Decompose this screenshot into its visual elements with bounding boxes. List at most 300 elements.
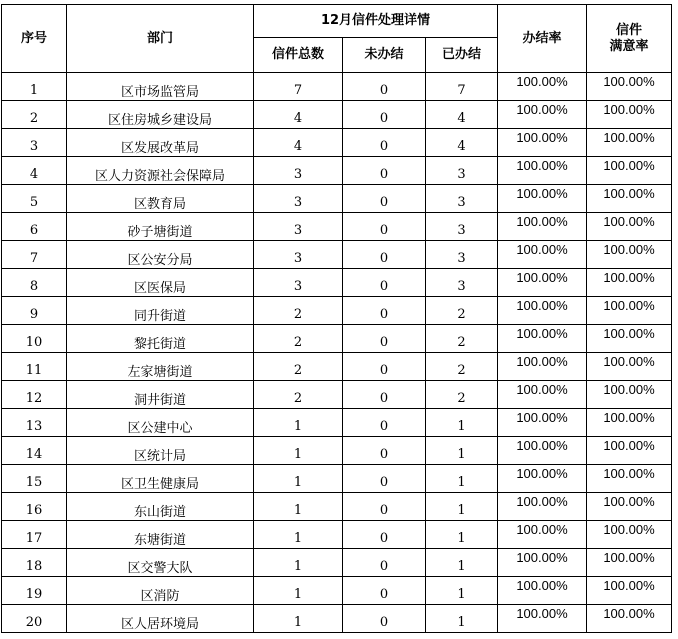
cell-satisfaction-rate	[587, 381, 672, 409]
cell-dept-text: 东山街道	[133, 505, 186, 520]
cell-dept	[67, 241, 254, 269]
cell-satisfaction-rate	[587, 297, 672, 325]
cell-pending	[343, 605, 426, 633]
cell-completion-rate-text: 100.00%	[516, 438, 568, 453]
cell-pending-text: 0	[379, 559, 389, 574]
cell-no	[2, 325, 67, 353]
cell-completion-rate	[498, 101, 587, 129]
cell-satisfaction-rate	[587, 269, 672, 297]
cell-no-text: 15	[25, 475, 43, 490]
cell-done-text: 3	[457, 223, 466, 238]
cell-dept	[67, 73, 254, 101]
cell-no	[2, 549, 67, 577]
cell-no	[2, 493, 67, 521]
cell-completion-rate-text: 100.00%	[516, 578, 568, 593]
cell-completion-rate	[498, 185, 587, 213]
cell-no	[2, 241, 67, 269]
cell-dept-text: 区公安分局	[127, 253, 193, 268]
cell-done	[426, 437, 498, 465]
cell-no-text: 2	[29, 111, 39, 126]
cell-satisfaction-rate-text: 100.00%	[603, 410, 655, 425]
cell-pending	[343, 493, 426, 521]
cell-no	[2, 409, 67, 437]
cell-pending-text: 0	[379, 195, 389, 210]
cell-done-text: 2	[457, 391, 466, 406]
cell-total-text: 7	[293, 83, 303, 98]
cell-pending-text: 0	[379, 615, 389, 630]
cell-pending-text: 0	[379, 447, 389, 462]
cell-pending-text: 0	[379, 167, 389, 182]
cell-pending	[343, 297, 426, 325]
cell-satisfaction-rate-text: 100.00%	[603, 354, 655, 369]
cell-done-text: 3	[457, 167, 466, 182]
cell-satisfaction-rate-text: 100.00%	[603, 550, 655, 565]
cell-dept	[67, 213, 254, 241]
cell-done	[426, 185, 498, 213]
cell-completion-rate-text: 100.00%	[516, 242, 568, 257]
cell-done-text: 1	[457, 419, 466, 434]
cell-done	[426, 213, 498, 241]
cell-done-text: 2	[457, 335, 466, 350]
cell-pending	[343, 521, 426, 549]
cell-satisfaction-rate	[587, 437, 672, 465]
table-row	[2, 493, 672, 521]
cell-done-text: 1	[457, 475, 466, 490]
cell-pending	[343, 353, 426, 381]
cell-done-text: 3	[457, 279, 466, 294]
cell-completion-rate-text: 100.00%	[516, 466, 568, 481]
cell-total	[254, 101, 343, 129]
cell-completion-rate-text: 100.00%	[516, 354, 568, 369]
cell-no-text: 18	[25, 559, 43, 574]
table-row	[2, 549, 672, 577]
cell-satisfaction-rate	[587, 577, 672, 605]
cell-no-text: 3	[29, 139, 39, 154]
cell-dept	[67, 577, 254, 605]
cell-pending	[343, 241, 426, 269]
cell-total-text: 3	[293, 251, 303, 266]
cell-pending-text: 0	[379, 531, 389, 546]
cell-total-text: 1	[293, 447, 303, 462]
cell-total-text: 1	[293, 503, 303, 518]
cell-total-text: 3	[293, 195, 303, 210]
cell-no-text: 16	[25, 503, 43, 518]
cell-completion-rate	[498, 73, 587, 101]
cell-pending-text: 0	[379, 475, 389, 490]
cell-done-text: 1	[457, 503, 466, 518]
cell-completion-rate-text: 100.00%	[516, 102, 568, 117]
cell-done	[426, 325, 498, 353]
cell-satisfaction-rate	[587, 521, 672, 549]
cell-done-text: 4	[457, 111, 466, 126]
cell-no-text: 5	[29, 195, 39, 210]
cell-done-text: 2	[457, 363, 466, 378]
cell-pending-text: 0	[379, 335, 389, 350]
cell-no-text: 13	[25, 419, 43, 434]
cell-dept	[67, 409, 254, 437]
cell-no	[2, 381, 67, 409]
cell-dept	[67, 521, 254, 549]
cell-pending-text: 0	[379, 587, 389, 602]
cell-no	[2, 213, 67, 241]
cell-total-text: 4	[293, 111, 303, 126]
cell-done-text: 1	[457, 447, 466, 462]
cell-total	[254, 73, 343, 101]
table-row	[2, 101, 672, 129]
cell-satisfaction-rate	[587, 549, 672, 577]
cell-dept-text: 砂子塘街道	[127, 225, 193, 240]
cell-dept	[67, 157, 254, 185]
header-row-top	[2, 5, 672, 38]
cell-pending	[343, 549, 426, 577]
cell-satisfaction-rate-text: 100.00%	[603, 214, 655, 229]
cell-completion-rate	[498, 213, 587, 241]
cell-total	[254, 353, 343, 381]
cell-total-text: 1	[293, 559, 303, 574]
cell-no-text: 19	[25, 587, 43, 602]
cell-total	[254, 465, 343, 493]
cell-completion-rate-text: 100.00%	[516, 494, 568, 509]
cell-satisfaction-rate-text: 100.00%	[603, 606, 655, 621]
cell-total-text: 3	[293, 279, 303, 294]
cell-total	[254, 437, 343, 465]
cell-completion-rate	[498, 241, 587, 269]
cell-done-text: 4	[457, 139, 466, 154]
cell-completion-rate	[498, 129, 587, 157]
cell-done-text: 1	[457, 587, 466, 602]
cell-satisfaction-rate-text: 100.00%	[603, 438, 655, 453]
cell-no-text: 7	[29, 251, 39, 266]
cell-pending	[343, 213, 426, 241]
cell-total	[254, 185, 343, 213]
cell-done	[426, 297, 498, 325]
table-row	[2, 73, 672, 101]
cell-dept-text: 区公建中心	[127, 421, 193, 436]
cell-no	[2, 73, 67, 101]
cell-no-text: 6	[29, 223, 39, 238]
cell-total	[254, 605, 343, 633]
header-pending: 未办结	[343, 38, 426, 73]
cell-done	[426, 605, 498, 633]
cell-dept-text: 区医保局	[133, 281, 186, 296]
cell-satisfaction-rate	[587, 185, 672, 213]
cell-completion-rate-text: 100.00%	[516, 130, 568, 145]
cell-pending-text: 0	[379, 83, 389, 98]
cell-total	[254, 493, 343, 521]
cell-no-text: 20	[25, 615, 43, 630]
cell-completion-rate	[498, 493, 587, 521]
cell-pending-text: 0	[379, 391, 389, 406]
cell-satisfaction-rate-text: 100.00%	[603, 130, 655, 145]
cell-dept	[67, 437, 254, 465]
cell-done	[426, 73, 498, 101]
cell-satisfaction-rate-text: 100.00%	[603, 382, 655, 397]
cell-done-text: 3	[457, 251, 466, 266]
cell-dept	[67, 185, 254, 213]
cell-total	[254, 381, 343, 409]
cell-satisfaction-rate	[587, 241, 672, 269]
cell-dept-text: 洞井街道	[133, 393, 186, 408]
cell-completion-rate	[498, 549, 587, 577]
cell-dept-text: 区住房城乡建设局	[107, 113, 212, 128]
cell-total-text: 1	[293, 531, 303, 546]
cell-satisfaction-rate-text: 100.00%	[603, 326, 655, 341]
cell-no	[2, 465, 67, 493]
cell-no-text: 1	[29, 83, 39, 98]
cell-completion-rate-text: 100.00%	[516, 382, 568, 397]
cell-no-text: 12	[25, 391, 43, 406]
cell-dept-text: 区交警大队	[127, 561, 193, 576]
cell-completion-rate-text: 100.00%	[516, 270, 568, 285]
cell-no	[2, 157, 67, 185]
cell-dept	[67, 269, 254, 297]
cell-satisfaction-rate-text: 100.00%	[603, 466, 655, 481]
cell-pending-text: 0	[379, 363, 389, 378]
cell-dept	[67, 353, 254, 381]
cell-dept-text: 区人居环境局	[120, 617, 199, 632]
cell-no	[2, 437, 67, 465]
cell-dept-text: 区消防	[140, 589, 180, 604]
cell-completion-rate-text: 100.00%	[516, 606, 568, 621]
cell-done	[426, 353, 498, 381]
table-row	[2, 325, 672, 353]
cell-pending-text: 0	[379, 223, 389, 238]
cell-dept	[67, 101, 254, 129]
cell-completion-rate	[498, 465, 587, 493]
cell-dept-text: 东塘街道	[133, 533, 186, 548]
cell-pending	[343, 185, 426, 213]
table-row	[2, 353, 672, 381]
cell-completion-rate-text: 100.00%	[516, 298, 568, 313]
table-row	[2, 577, 672, 605]
table-body	[2, 73, 672, 633]
cell-pending	[343, 129, 426, 157]
cell-total-text: 3	[293, 167, 303, 182]
cell-no	[2, 577, 67, 605]
cell-dept	[67, 605, 254, 633]
cell-dept-text: 左家塘街道	[127, 365, 193, 380]
header-group-december: 12月信件处理详情	[254, 5, 498, 38]
cell-total	[254, 269, 343, 297]
cell-satisfaction-rate-text: 100.00%	[603, 74, 655, 89]
table-row	[2, 521, 672, 549]
header-dept: 部门	[67, 5, 254, 73]
cell-satisfaction-rate	[587, 605, 672, 633]
cell-completion-rate	[498, 577, 587, 605]
cell-satisfaction-rate-text: 100.00%	[603, 186, 655, 201]
cell-satisfaction-rate	[587, 213, 672, 241]
cell-done	[426, 101, 498, 129]
cell-done	[426, 129, 498, 157]
cell-satisfaction-rate	[587, 409, 672, 437]
cell-done	[426, 577, 498, 605]
cell-no	[2, 353, 67, 381]
cell-completion-rate	[498, 353, 587, 381]
cell-satisfaction-rate-text: 100.00%	[603, 522, 655, 537]
cell-satisfaction-rate-text: 100.00%	[603, 242, 655, 257]
cell-total-text: 1	[293, 587, 303, 602]
table-row	[2, 297, 672, 325]
cell-pending-text: 0	[379, 139, 389, 154]
header-completion-rate: 办结率	[498, 5, 587, 73]
cell-total-text: 1	[293, 615, 303, 630]
table-row	[2, 269, 672, 297]
cell-pending	[343, 157, 426, 185]
cell-completion-rate-text: 100.00%	[516, 186, 568, 201]
cell-total	[254, 409, 343, 437]
cell-total-text: 1	[293, 475, 303, 490]
cell-dept-text: 区教育局	[133, 197, 186, 212]
table-row	[2, 465, 672, 493]
cell-satisfaction-rate-text: 100.00%	[603, 102, 655, 117]
cell-done	[426, 549, 498, 577]
cell-no-text: 8	[29, 279, 39, 294]
cell-satisfaction-rate-text: 100.00%	[603, 298, 655, 313]
cell-completion-rate-text: 100.00%	[516, 214, 568, 229]
cell-dept-text: 区统计局	[133, 449, 186, 464]
cell-no-text: 10	[25, 335, 43, 350]
cell-dept-text: 区市场监管局	[120, 85, 199, 100]
cell-total	[254, 129, 343, 157]
cell-pending-text: 0	[379, 307, 389, 322]
cell-no	[2, 269, 67, 297]
table-row	[2, 437, 672, 465]
cell-satisfaction-rate-text: 100.00%	[603, 270, 655, 285]
cell-no	[2, 605, 67, 633]
cell-done-text: 7	[457, 83, 466, 98]
cell-total-text: 2	[293, 335, 303, 350]
cell-completion-rate-text: 100.00%	[516, 550, 568, 565]
cell-pending-text: 0	[379, 251, 389, 266]
cell-done	[426, 269, 498, 297]
cell-total	[254, 297, 343, 325]
cell-satisfaction-rate-text: 100.00%	[603, 578, 655, 593]
cell-pending-text: 0	[379, 279, 389, 294]
cell-no	[2, 185, 67, 213]
cell-dept	[67, 325, 254, 353]
cell-completion-rate	[498, 521, 587, 549]
cell-no	[2, 129, 67, 157]
cell-completion-rate	[498, 409, 587, 437]
cell-total-text: 2	[293, 363, 303, 378]
cell-completion-rate-text: 100.00%	[516, 158, 568, 173]
cell-total	[254, 577, 343, 605]
cell-completion-rate	[498, 157, 587, 185]
cell-satisfaction-rate	[587, 493, 672, 521]
cell-done-text: 1	[457, 615, 466, 630]
cell-pending	[343, 409, 426, 437]
cell-done	[426, 381, 498, 409]
cell-total	[254, 549, 343, 577]
cell-dept-text: 同升街道	[133, 309, 186, 324]
cell-dept	[67, 381, 254, 409]
cell-no	[2, 521, 67, 549]
cell-pending	[343, 465, 426, 493]
cell-satisfaction-rate-text: 100.00%	[603, 494, 655, 509]
cell-pending	[343, 73, 426, 101]
cell-pending-text: 0	[379, 419, 389, 434]
cell-total	[254, 521, 343, 549]
cell-dept	[67, 129, 254, 157]
cell-done	[426, 241, 498, 269]
table-row	[2, 213, 672, 241]
cell-dept	[67, 493, 254, 521]
cell-pending	[343, 381, 426, 409]
table-row	[2, 241, 672, 269]
cell-satisfaction-rate	[587, 325, 672, 353]
header-satisfaction-line1: 信件	[615, 22, 642, 38]
cell-done	[426, 493, 498, 521]
cell-total-text: 1	[293, 419, 303, 434]
cell-pending	[343, 101, 426, 129]
cell-done	[426, 465, 498, 493]
cell-done	[426, 409, 498, 437]
cell-satisfaction-rate-text: 100.00%	[603, 158, 655, 173]
cell-dept-text: 区卫生健康局	[120, 477, 199, 492]
cell-completion-rate	[498, 605, 587, 633]
cell-total-text: 2	[293, 307, 303, 322]
header-done: 已办结	[426, 38, 498, 73]
cell-dept-text: 区人力资源社会保障局	[94, 169, 225, 184]
cell-no-text: 4	[29, 167, 39, 182]
cell-completion-rate	[498, 437, 587, 465]
cell-pending	[343, 577, 426, 605]
cell-dept	[67, 465, 254, 493]
cell-no-text: 11	[25, 363, 43, 378]
cell-pending-text: 0	[379, 503, 389, 518]
cell-done	[426, 521, 498, 549]
cell-no-text: 9	[29, 307, 39, 322]
cell-done-text: 1	[457, 559, 466, 574]
header-satisfaction-rate	[587, 5, 672, 73]
cell-completion-rate	[498, 269, 587, 297]
cell-total-text: 4	[293, 139, 303, 154]
cell-completion-rate-text: 100.00%	[516, 410, 568, 425]
cell-satisfaction-rate	[587, 73, 672, 101]
cell-done-text: 1	[457, 531, 466, 546]
cell-total-text: 3	[293, 223, 303, 238]
cell-completion-rate-text: 100.00%	[516, 326, 568, 341]
table-row	[2, 409, 672, 437]
cell-total-text: 2	[293, 391, 303, 406]
cell-satisfaction-rate	[587, 465, 672, 493]
cell-dept-text: 黎托街道	[133, 337, 186, 352]
letter-processing-table	[1, 4, 672, 633]
table-row	[2, 129, 672, 157]
cell-no	[2, 101, 67, 129]
cell-completion-rate	[498, 297, 587, 325]
cell-pending	[343, 269, 426, 297]
header-satisfaction-line2: 满意率	[609, 38, 649, 54]
cell-dept	[67, 549, 254, 577]
header-no: 序号	[2, 5, 67, 73]
cell-no	[2, 297, 67, 325]
cell-pending	[343, 325, 426, 353]
cell-total	[254, 157, 343, 185]
table-row	[2, 381, 672, 409]
cell-total	[254, 325, 343, 353]
cell-total	[254, 241, 343, 269]
cell-dept	[67, 297, 254, 325]
cell-done	[426, 157, 498, 185]
cell-satisfaction-rate	[587, 157, 672, 185]
cell-completion-rate	[498, 325, 587, 353]
cell-completion-rate	[498, 381, 587, 409]
cell-done-text: 3	[457, 195, 466, 210]
table-row	[2, 157, 672, 185]
cell-pending-text: 0	[379, 111, 389, 126]
cell-total	[254, 213, 343, 241]
